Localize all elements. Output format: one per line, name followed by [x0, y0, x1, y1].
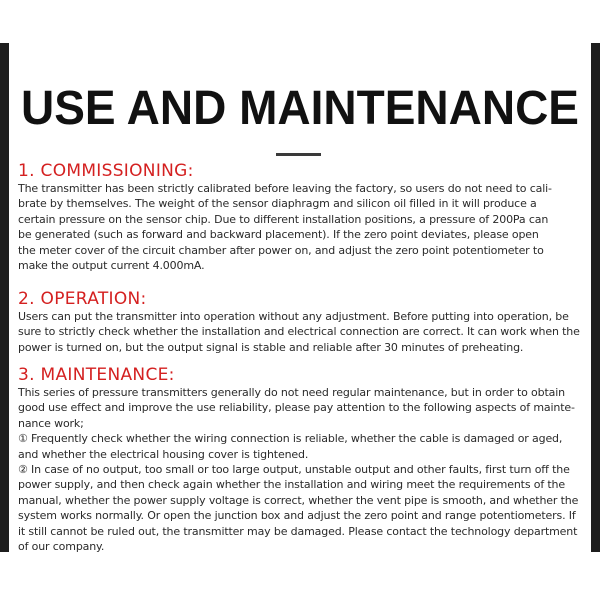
body-line: be generated (such as forward and backward placement). If the zero point deviates, please open [18, 228, 539, 242]
page-title: USE AND MAINTENANCE [21, 79, 579, 135]
section-maintenance [18, 365, 584, 554]
body-line: power supply, and then check again whether the installation and wiring meet the requirements of the [18, 478, 565, 492]
body-line: power is turned on, but the output signal is stable and reliable after 30 minutes of preheating. [18, 340, 524, 354]
body-line: system works normally. Or open the junction box and adjust the zero point and range potentiometers. If [18, 509, 576, 523]
body-line: brate by themselves. The weight of the sensor diaphragm and silicon oil filled in it will produce a [18, 197, 537, 211]
section-heading: 3. MAINTENANCE: [18, 365, 175, 385]
section-commissioning [18, 161, 584, 273]
body-line: ① Frequently check whether the wiring connection is reliable, whether the cable is damaged or aged, [18, 432, 563, 446]
title-underline [276, 153, 321, 156]
body-line: the meter cover of the circuit chamber after power on, and adjust the zero point potentiometer to [18, 243, 544, 257]
body-line: This series of pressure transmitters generally do not need regular maintenance, but in order to obtain [18, 386, 565, 399]
body-line: certain pressure on the sensor chip. Due to different installation positions, a pressure of 200Pa can [18, 212, 549, 226]
body-line: nance work; [18, 416, 84, 430]
body-line: The transmitter has been strictly calibrated before leaving the factory, so users do not need to cali- [18, 182, 552, 195]
section-heading: 2. OPERATION: [18, 289, 147, 309]
body-line: make the output current 4.000mA. [18, 259, 205, 273]
body-line: manual, whether the power supply voltage is correct, whether the vent pipe is smooth, and whether the [18, 493, 579, 507]
section-body [18, 309, 584, 355]
section-body [18, 385, 584, 554]
body-line: ② In case of no output, too small or too large output, unstable output and other faults, first turn off the [18, 463, 570, 477]
body-line: and whether the electrical housing cover is tightened. [18, 447, 309, 461]
section-heading: 1. COMMISSIONING: [18, 161, 194, 181]
body-line: Users can put the transmitter into operation without any adjustment. Before putting into operation, be [18, 310, 569, 323]
body-line: good use effect and improve the use reliability, please pay attention to the following aspects of mainte- [18, 401, 575, 415]
body-line: sure to strictly check whether the installation and electrical connection are correct. It can work when the [18, 325, 580, 339]
body-line: it still cannot be ruled out, the transmitter may be damaged. Please contact the technology department [18, 524, 578, 538]
section-body [18, 181, 584, 273]
section-operation [18, 289, 584, 355]
body-line: of our company. [18, 540, 105, 554]
